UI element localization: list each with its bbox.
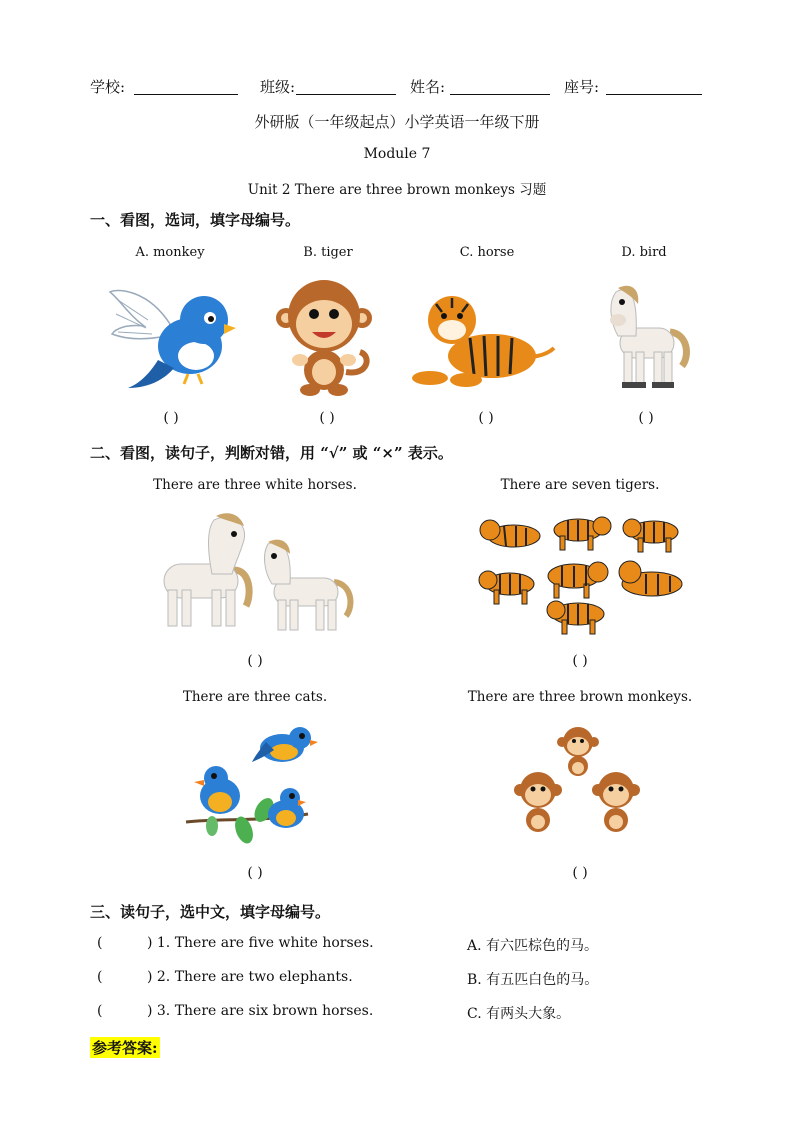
horse-icon — [600, 282, 692, 392]
three-birds-icon — [182, 722, 318, 854]
choice-b: B. 有五匹白色的马。 — [467, 972, 599, 988]
choice-a: A. 有六匹棕色的马。 — [467, 938, 599, 954]
question-1 — [97, 935, 374, 951]
seat-label: 座号: — [564, 78, 600, 96]
judge-blank-1[interactable]: ( ) — [247, 653, 263, 669]
question-3 — [97, 1003, 373, 1019]
option-b: B. tiger — [303, 245, 353, 260]
document-title: 外研版（一年级起点）小学英语一年级下册 — [254, 113, 540, 131]
answer-blank-3[interactable]: ( ) — [478, 410, 494, 426]
monkey-icon — [276, 276, 372, 396]
question-3-blank[interactable]: ( ) 3. — [97, 1003, 171, 1019]
sentence-3: There are three cats. — [182, 689, 328, 705]
option-d: D. bird — [621, 245, 667, 260]
seat-blank[interactable] — [606, 76, 702, 95]
answer-blank-2[interactable]: ( ) — [319, 410, 335, 426]
class-label: 班级: — [260, 78, 296, 96]
section1-heading: 一、看图，选词，填字母编号。 — [90, 211, 301, 229]
question-3-text: There are six brown horses. — [174, 1003, 374, 1019]
seven-tigers-icon — [476, 510, 688, 638]
question-1-text: There are five white horses. — [174, 935, 374, 951]
option-c: C. horse — [459, 245, 515, 260]
unit-title: Unit 2 There are three brown monkeys 习题 — [247, 182, 547, 198]
student-info-line — [90, 76, 710, 100]
class-blank[interactable] — [296, 76, 396, 95]
answer-blank-4[interactable]: ( ) — [638, 410, 654, 426]
section3-heading: 三、读句子，选中文，填字母编号。 — [90, 903, 331, 921]
question-2 — [97, 969, 353, 985]
judge-blank-3[interactable]: ( ) — [247, 865, 263, 881]
module-title: Module 7 — [363, 146, 431, 162]
question-2-blank[interactable]: ( ) 2. — [97, 969, 171, 985]
three-monkeys-icon — [512, 726, 642, 838]
name-label: 姓名: — [410, 78, 446, 96]
school-blank[interactable] — [134, 76, 238, 95]
school-label: 学校: — [90, 78, 126, 96]
two-horses-icon — [150, 510, 360, 634]
section2-heading: 二、看图，读句子，判断对错，用 “√” 或 “×” 表示。 — [90, 444, 453, 462]
choice-c: C. 有两头大象。 — [467, 1006, 571, 1022]
question-1-blank[interactable]: ( ) 1. — [97, 935, 171, 951]
option-a: A. monkey — [135, 245, 205, 260]
judge-blank-4[interactable]: ( ) — [572, 865, 588, 881]
answer-blank-1[interactable]: ( ) — [163, 410, 179, 426]
sentence-2: There are seven tigers. — [500, 477, 660, 493]
judge-blank-2[interactable]: ( ) — [572, 653, 588, 669]
answer-key-label: 参考答案: — [92, 1039, 158, 1057]
tiger-icon — [420, 286, 560, 390]
name-blank[interactable] — [450, 76, 550, 95]
bird-icon — [108, 280, 236, 392]
sentence-4: There are three brown monkeys. — [467, 689, 693, 705]
sentence-1: There are three white horses. — [153, 477, 357, 493]
question-2-text: There are two elephants. — [174, 969, 353, 985]
